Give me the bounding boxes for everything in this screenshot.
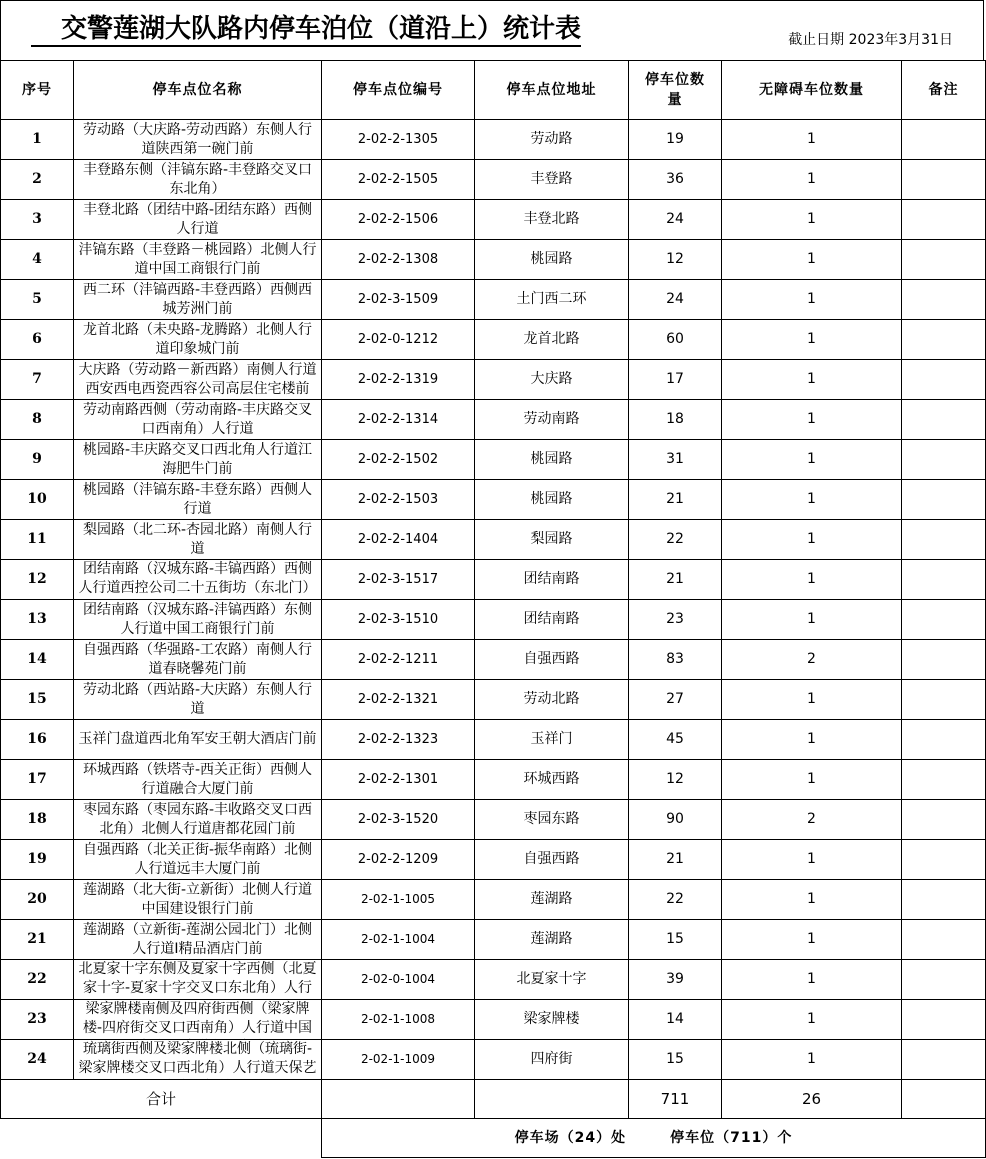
cell-code[interactable]: 2-02-0-1004 — [322, 960, 475, 1000]
cell-address[interactable]: 枣园东路 — [475, 800, 629, 840]
cell-count[interactable]: 45 — [629, 720, 722, 760]
cell-accessible[interactable]: 1 — [722, 520, 902, 560]
cell-idx[interactable]: 21 — [1, 920, 74, 960]
cell-name-text: 团结南路（汉城东路-沣镐西路）东侧人行道中国工商银行门前 — [82, 601, 313, 637]
total-address-empty[interactable] — [475, 1080, 629, 1119]
table-row — [1, 280, 986, 320]
cell-count[interactable]: 24 — [629, 200, 722, 240]
cell-name-text: 丰登北路（团结中路-团结东路）西侧人行道 — [82, 201, 313, 237]
cell-code[interactable]: 2-02-2-1502 — [322, 440, 475, 480]
cell-idx[interactable]: 23 — [1, 1000, 74, 1040]
cell-note[interactable] — [902, 320, 986, 360]
cell-code[interactable]: 2-02-2-1314 — [322, 400, 475, 440]
cell-address[interactable]: 劳动北路 — [475, 680, 629, 720]
col-header-count-label: 停车位数量 — [645, 72, 705, 108]
cell-address[interactable]: 劳动南路 — [475, 400, 629, 440]
cell-accessible[interactable]: 1 — [722, 880, 902, 920]
cell-note[interactable] — [902, 680, 986, 720]
cell-note[interactable] — [902, 520, 986, 560]
summary-blank — [1, 1119, 322, 1158]
cell-idx[interactable]: 7 — [1, 360, 74, 400]
cell-name[interactable] — [74, 280, 322, 320]
summary-lots: 停车场（24）处 — [514, 1129, 627, 1146]
col-header-accessible: 无障碍车位数量 — [722, 61, 902, 120]
table-row — [1, 560, 986, 600]
table-row — [1, 200, 986, 240]
cell-accessible[interactable]: 2 — [722, 640, 902, 680]
cell-code[interactable]: 2-02-1-1009 — [322, 1040, 475, 1080]
header-row — [1, 61, 986, 120]
cell-name-text: 桃园路-丰庆路交叉口西北角人行道江海肥牛门前 — [82, 441, 313, 477]
cell-accessible[interactable]: 1 — [722, 720, 902, 760]
total-count[interactable]: 711 — [629, 1080, 722, 1119]
cell-count[interactable]: 12 — [629, 760, 722, 800]
cell-name-text: 劳动南路西侧（劳动南路-丰庆路交叉口西南角）人行道 — [82, 401, 313, 437]
cell-accessible[interactable]: 1 — [722, 1040, 902, 1080]
cell-note[interactable] — [902, 960, 986, 1000]
total-note-empty[interactable] — [902, 1080, 986, 1119]
cell-note[interactable] — [902, 440, 986, 480]
cell-accessible[interactable]: 1 — [722, 440, 902, 480]
cell-count[interactable]: 17 — [629, 360, 722, 400]
cell-idx[interactable]: 12 — [1, 560, 74, 600]
total-code-empty[interactable] — [322, 1080, 475, 1119]
cell-count[interactable]: 27 — [629, 680, 722, 720]
cell-code[interactable]: 2-02-2-1305 — [322, 120, 475, 160]
cell-accessible[interactable]: 1 — [722, 760, 902, 800]
cell-code[interactable]: 2-02-0-1212 — [322, 320, 475, 360]
cell-name[interactable] — [74, 600, 322, 640]
cell-accessible[interactable]: 1 — [722, 280, 902, 320]
cell-name-text: 桃园路（沣镐东路-丰登东路）西侧人行道 — [82, 481, 313, 517]
cell-idx[interactable]: 8 — [1, 400, 74, 440]
cell-address[interactable]: 丰登北路 — [475, 200, 629, 240]
cell-name-text: 劳动路（大庆路-劳动西路）东侧人行道陕西第一碗门前 — [82, 121, 313, 157]
cell-note[interactable] — [902, 400, 986, 440]
cell-code[interactable]: 2-02-1-1005 — [322, 880, 475, 920]
cell-idx[interactable]: 10 — [1, 480, 74, 520]
cell-code[interactable]: 2-02-2-1301 — [322, 760, 475, 800]
cell-count[interactable]: 22 — [629, 520, 722, 560]
cell-count[interactable]: 21 — [629, 480, 722, 520]
cell-idx[interactable]: 15 — [1, 680, 74, 720]
cell-count[interactable]: 24 — [629, 280, 722, 320]
cell-code[interactable]: 2-02-2-1209 — [322, 840, 475, 880]
cell-address[interactable]: 桃园路 — [475, 480, 629, 520]
cell-idx[interactable]: 18 — [1, 800, 74, 840]
cell-name-text: 玉祥门盘道西北角军安王朝大酒店门前 — [78, 731, 317, 747]
cell-name-text: 梁家牌楼南侧及四府街西侧（梁家牌楼-四府街交叉口西南角）人行道中国 — [82, 1001, 313, 1036]
cell-count[interactable]: 31 — [629, 440, 722, 480]
cell-count[interactable]: 39 — [629, 960, 722, 1000]
table-row — [1, 880, 986, 920]
col-header-name: 停车点位名称 — [74, 61, 322, 120]
cell-name-text: 大庆路（劳动路－新西路）南侧人行道西安西电西瓷西容公司高层住宅楼前 — [78, 361, 317, 397]
cell-address[interactable]: 四府街 — [475, 1040, 629, 1080]
table-row — [1, 480, 986, 520]
cell-address[interactable]: 北夏家十字 — [475, 960, 629, 1000]
cell-note[interactable] — [902, 880, 986, 920]
cell-accessible[interactable]: 2 — [722, 800, 902, 840]
cell-name[interactable] — [74, 320, 322, 360]
cell-name-text: 龙首北路（未央路-龙腾路）北侧人行道印象城门前 — [82, 321, 313, 357]
cell-address[interactable]: 梁家牌楼 — [475, 1000, 629, 1040]
table-row — [1, 840, 986, 880]
cell-code[interactable]: 2-02-2-1321 — [322, 680, 475, 720]
table-row — [1, 600, 986, 640]
cell-note[interactable] — [902, 120, 986, 160]
cell-address[interactable]: 龙首北路 — [475, 320, 629, 360]
table-row — [1, 760, 986, 800]
cell-note[interactable] — [902, 640, 986, 680]
cell-idx[interactable]: 14 — [1, 640, 74, 680]
table-row — [1, 1040, 986, 1080]
cell-accessible[interactable]: 1 — [722, 1000, 902, 1040]
cell-note[interactable] — [902, 720, 986, 760]
cell-idx[interactable]: 6 — [1, 320, 74, 360]
cell-code[interactable]: 2-02-2-1308 — [322, 240, 475, 280]
cell-idx[interactable]: 20 — [1, 880, 74, 920]
cell-address[interactable]: 莲湖路 — [475, 920, 629, 960]
cell-name-text: 团结南路（汉城东路-丰镐西路）西侧人行道西控公司二十五街坊（东北门） — [78, 561, 317, 596]
cell-idx[interactable]: 2 — [1, 160, 74, 200]
page-title: 交警莲湖大队路内停车泊位（道沿上）统计表 — [31, 13, 581, 47]
cell-idx[interactable]: 3 — [1, 200, 74, 240]
cell-count[interactable]: 90 — [629, 800, 722, 840]
total-accessible[interactable]: 26 — [722, 1080, 902, 1119]
col-header-code: 停车点位编号 — [322, 61, 475, 120]
title-bar — [0, 0, 984, 60]
cell-name-text: 西二环（沣镐西路-丰登西路）西侧西城芳洲门前 — [82, 281, 313, 317]
cell-name[interactable] — [74, 160, 322, 200]
cell-code[interactable]: 2-02-1-1004 — [322, 920, 475, 960]
cell-name[interactable] — [74, 1040, 322, 1080]
cell-name-text: 自强西路（北关正街-振华南路）北侧人行道远丰大厦门前 — [82, 841, 313, 877]
cell-note[interactable] — [902, 160, 986, 200]
cell-code[interactable]: 2-02-2-1503 — [322, 480, 475, 520]
cell-name[interactable] — [74, 920, 322, 960]
cell-name-text: 琉璃街西侧及梁家牌楼北侧（琉璃街-梁家牌楼交叉口西北角）人行道天保艺 — [78, 1041, 317, 1076]
cell-name[interactable] — [74, 880, 322, 920]
cell-note[interactable] — [902, 800, 986, 840]
cell-accessible[interactable]: 1 — [722, 560, 902, 600]
cell-count[interactable]: 36 — [629, 160, 722, 200]
cell-idx[interactable]: 9 — [1, 440, 74, 480]
cell-name[interactable] — [74, 360, 322, 400]
cell-name[interactable] — [74, 440, 322, 480]
cell-code[interactable]: 2-02-1-1008 — [322, 1000, 475, 1040]
cell-code[interactable]: 2-02-2-1505 — [322, 160, 475, 200]
cell-name[interactable] — [74, 400, 322, 440]
table-body — [1, 120, 986, 1158]
total-row — [1, 1080, 986, 1119]
cell-name-text: 劳动北路（西站路-大庆路）东侧人行道 — [82, 681, 313, 717]
cell-idx[interactable]: 5 — [1, 280, 74, 320]
cell-idx[interactable]: 16 — [1, 720, 74, 760]
cell-note[interactable] — [902, 600, 986, 640]
cell-name[interactable] — [74, 200, 322, 240]
table-row — [1, 520, 986, 560]
cell-name[interactable] — [74, 640, 322, 680]
cell-name[interactable] — [74, 120, 322, 160]
table-row — [1, 800, 986, 840]
col-header-note: 备注 — [902, 61, 986, 120]
cell-idx[interactable]: 13 — [1, 600, 74, 640]
summary-spaces: 停车位（711）个 — [670, 1129, 793, 1146]
table-row — [1, 680, 986, 720]
cell-code[interactable]: 2-02-2-1323 — [322, 720, 475, 760]
cell-address[interactable]: 劳动路 — [475, 120, 629, 160]
cell-address[interactable]: 桃园路 — [475, 440, 629, 480]
cell-name-text: 枣园东路（枣园东路-丰收路交叉口西北角）北侧人行道唐都花园门前 — [82, 801, 313, 837]
cell-name-text: 莲湖路（北大街-立新街）北侧人行道中国建设银行门前 — [82, 881, 313, 917]
cell-count[interactable]: 15 — [629, 920, 722, 960]
table-row — [1, 720, 986, 760]
cell-code[interactable]: 2-02-3-1517 — [322, 560, 475, 600]
cell-note[interactable] — [902, 1040, 986, 1080]
cell-name[interactable] — [74, 520, 322, 560]
cell-count[interactable]: 14 — [629, 1000, 722, 1040]
cell-name-text: 丰登路东侧（沣镐东路-丰登路交叉口东北角） — [82, 161, 313, 197]
cell-note[interactable] — [902, 240, 986, 280]
col-header-idx: 序号 — [1, 61, 74, 120]
cell-name[interactable] — [74, 240, 322, 280]
cell-accessible[interactable]: 1 — [722, 920, 902, 960]
cell-count[interactable]: 83 — [629, 640, 722, 680]
cell-idx[interactable]: 1 — [1, 120, 74, 160]
parking-table — [0, 60, 986, 1158]
cell-count[interactable]: 19 — [629, 120, 722, 160]
cell-count[interactable]: 60 — [629, 320, 722, 360]
cell-note[interactable] — [902, 200, 986, 240]
col-header-count — [629, 61, 722, 120]
cell-address[interactable]: 桃园路 — [475, 240, 629, 280]
cell-note[interactable] — [902, 920, 986, 960]
cell-idx[interactable]: 11 — [1, 520, 74, 560]
table-row — [1, 640, 986, 680]
cell-name[interactable] — [74, 760, 322, 800]
cell-note[interactable] — [902, 480, 986, 520]
cell-note[interactable] — [902, 280, 986, 320]
table-row — [1, 120, 986, 160]
cell-name-text: 环城西路（铁塔寺-西关正街）西侧人行道融合大厦门前 — [82, 761, 313, 797]
table-row — [1, 920, 986, 960]
cell-code[interactable]: 2-02-2-1211 — [322, 640, 475, 680]
cell-count[interactable]: 21 — [629, 560, 722, 600]
cell-count[interactable]: 22 — [629, 880, 722, 920]
cell-count[interactable]: 23 — [629, 600, 722, 640]
cell-address[interactable]: 玉祥门 — [475, 720, 629, 760]
table-row — [1, 960, 986, 1000]
cell-address[interactable]: 团结南路 — [475, 600, 629, 640]
cell-address[interactable]: 团结南路 — [475, 560, 629, 600]
cell-idx[interactable]: 22 — [1, 960, 74, 1000]
cell-count[interactable]: 21 — [629, 840, 722, 880]
cell-accessible[interactable]: 1 — [722, 680, 902, 720]
summary-cell[interactable] — [322, 1119, 986, 1158]
cell-address[interactable]: 环城西路 — [475, 760, 629, 800]
cutoff-date: 截止日期 2023年3月31日 — [788, 32, 953, 48]
table-row — [1, 320, 986, 360]
cell-code[interactable]: 2-02-3-1509 — [322, 280, 475, 320]
cell-count[interactable]: 18 — [629, 400, 722, 440]
cell-note[interactable] — [902, 760, 986, 800]
cell-note[interactable] — [902, 1000, 986, 1040]
cell-code[interactable]: 2-02-2-1404 — [322, 520, 475, 560]
table-row — [1, 400, 986, 440]
cell-idx[interactable]: 4 — [1, 240, 74, 280]
total-label[interactable]: 合计 — [1, 1080, 322, 1119]
cell-idx[interactable]: 24 — [1, 1040, 74, 1080]
cell-accessible[interactable]: 1 — [722, 480, 902, 520]
cell-name[interactable] — [74, 1000, 322, 1040]
cell-name[interactable] — [74, 560, 322, 600]
cell-name[interactable] — [74, 960, 322, 1000]
cell-code[interactable]: 2-02-2-1319 — [322, 360, 475, 400]
summary-text — [322, 1129, 985, 1148]
cell-name-text: 北夏家十字东侧及夏家十字西侧（北夏家十字-夏家十字交叉口东北角）人行 — [78, 961, 317, 996]
cell-accessible[interactable]: 1 — [722, 240, 902, 280]
cell-name[interactable] — [74, 840, 322, 880]
cell-code[interactable]: 2-02-3-1520 — [322, 800, 475, 840]
cell-name-text: 自强西路（华强路-工农路）南侧人行道春晓馨苑门前 — [82, 641, 313, 677]
cell-code[interactable]: 2-02-3-1510 — [322, 600, 475, 640]
cell-name[interactable] — [74, 800, 322, 840]
table-row — [1, 240, 986, 280]
col-header-address: 停车点位地址 — [475, 61, 629, 120]
summary-row — [1, 1119, 986, 1158]
cell-accessible[interactable]: 1 — [722, 600, 902, 640]
cell-address[interactable]: 梨园路 — [475, 520, 629, 560]
cell-note[interactable] — [902, 360, 986, 400]
cell-address[interactable]: 丰登路 — [475, 160, 629, 200]
cell-note[interactable] — [902, 560, 986, 600]
table-row — [1, 160, 986, 200]
cell-accessible[interactable]: 1 — [722, 400, 902, 440]
table-row — [1, 440, 986, 480]
cell-note[interactable] — [902, 840, 986, 880]
cell-accessible[interactable]: 1 — [722, 120, 902, 160]
cell-count[interactable]: 12 — [629, 240, 722, 280]
cell-count[interactable]: 15 — [629, 1040, 722, 1080]
cell-name[interactable] — [74, 680, 322, 720]
cell-accessible[interactable]: 1 — [722, 320, 902, 360]
cell-idx[interactable]: 17 — [1, 760, 74, 800]
cell-name-text: 梨园路（北二环-杏园北路）南侧人行道 — [82, 521, 313, 557]
cell-name[interactable] — [74, 480, 322, 520]
cell-accessible[interactable]: 1 — [722, 840, 902, 880]
cell-code[interactable]: 2-02-2-1506 — [322, 200, 475, 240]
cell-idx[interactable]: 19 — [1, 840, 74, 880]
cell-address[interactable]: 莲湖路 — [475, 880, 629, 920]
cell-address[interactable]: 自强西路 — [475, 840, 629, 880]
table-row — [1, 1000, 986, 1040]
cell-accessible[interactable]: 1 — [722, 360, 902, 400]
table-row — [1, 360, 986, 400]
cell-address[interactable]: 自强西路 — [475, 640, 629, 680]
cell-accessible[interactable]: 1 — [722, 960, 902, 1000]
cell-name[interactable] — [74, 720, 322, 760]
cell-name-text: 沣镐东路（丰登路－桃园路）北侧人行道中国工商银行门前 — [78, 241, 317, 277]
cell-address[interactable]: 土门西二环 — [475, 280, 629, 320]
cell-accessible[interactable]: 1 — [722, 200, 902, 240]
cell-name-text: 莲湖路（立新街-莲湖公园北门）北侧人行道I精品酒店门前 — [82, 921, 313, 957]
cell-address[interactable]: 大庆路 — [475, 360, 629, 400]
cell-accessible[interactable]: 1 — [722, 160, 902, 200]
